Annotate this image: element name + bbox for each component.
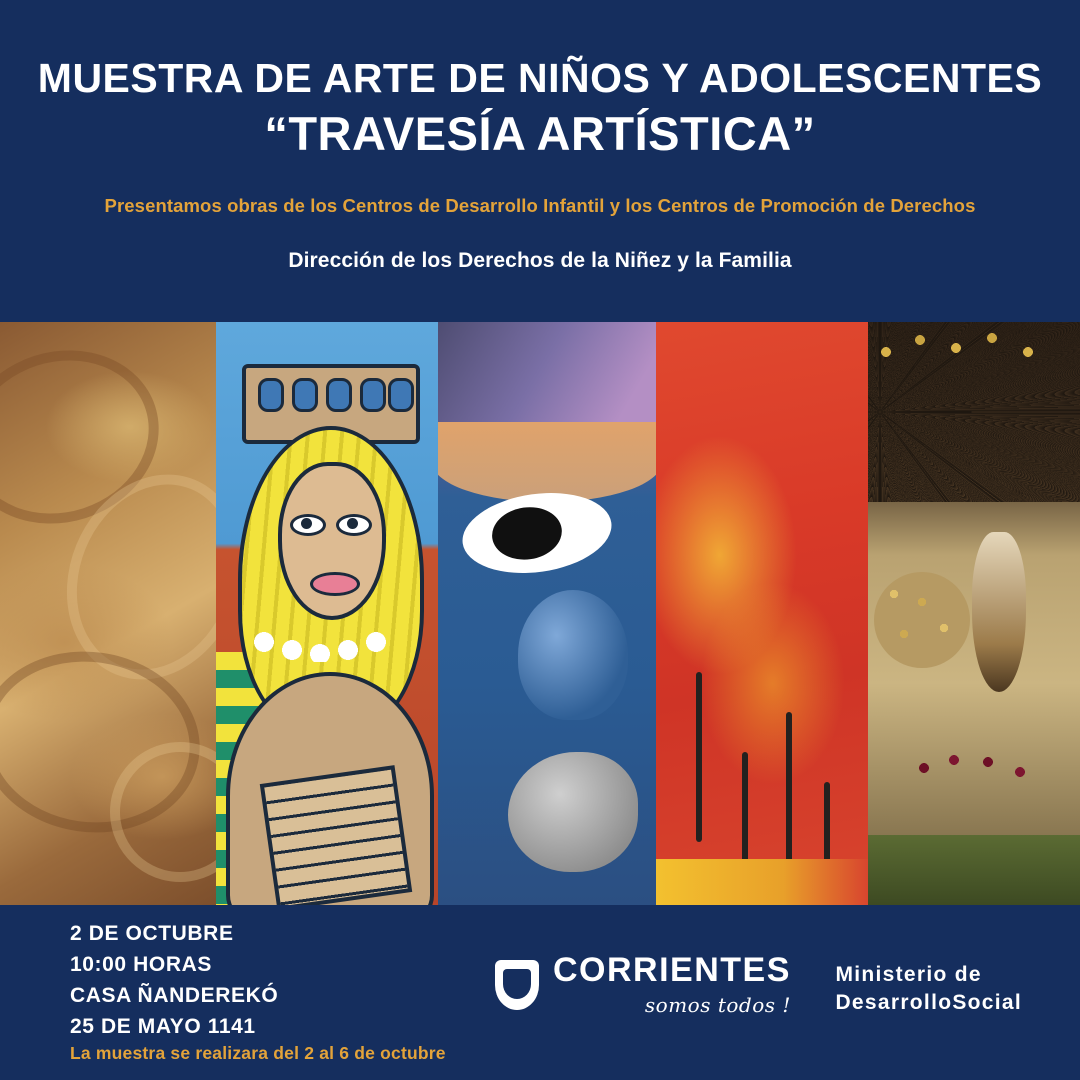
eye-icon (336, 514, 372, 536)
yellow-band (656, 859, 868, 905)
poster-footer (0, 905, 1080, 1080)
event-time: 10:00 HORAS (70, 952, 212, 976)
nose-shape (518, 590, 628, 720)
artwork-gallery-strip (0, 322, 1080, 905)
panel-reina-pintada (216, 322, 438, 905)
panel-semillas (868, 322, 1080, 905)
mouth-shape (508, 752, 638, 872)
book-shape (260, 765, 412, 905)
panel-mascara-azul (438, 322, 656, 905)
nose-shape (972, 532, 1026, 692)
mouth-shape (902, 742, 1052, 796)
brand-name: CORRIENTES (553, 951, 791, 989)
ministry-line2: DesarrolloSocial (835, 991, 1022, 1015)
eye-icon (290, 514, 326, 536)
ministry-line1: Ministerio de (835, 963, 982, 986)
subtitle-centers: Presentamos obras de los Centros de Desarrollo Infantil y los Centros de Promoción de Derechos (104, 194, 976, 216)
face-shape (278, 462, 386, 620)
cheek-shape (874, 572, 970, 668)
poster-header (0, 0, 1080, 322)
page-title-line1: MUESTRA DE ARTE DE NIÑOS Y ADOLESCENTES (37, 55, 1043, 101)
brow-shape (438, 422, 656, 502)
brand-slogan: somos todos ! (644, 993, 791, 1017)
leaf-band (868, 835, 1080, 905)
ministry-logo (835, 961, 1022, 1018)
paint-drip (742, 752, 748, 872)
panel-abstracto-rojo (656, 322, 868, 905)
event-venue: CASA ÑANDEREKÓ (70, 983, 279, 1007)
corrientes-logo (495, 953, 791, 1017)
page-title-line2: “TRAVESÍA ARTÍSTICA” (264, 106, 816, 160)
shield-crest-icon (495, 960, 539, 1010)
event-date: 2 DE OCTUBRE (70, 922, 234, 945)
paint-drip (786, 712, 792, 872)
lips-shape (310, 572, 360, 596)
necklace-shape (252, 622, 402, 662)
event-details (70, 919, 278, 1042)
event-note: La muestra se realizara del 2 al 6 de octubre (70, 1043, 446, 1063)
seed-hair-shape (868, 322, 1080, 502)
brand-text (553, 953, 791, 1017)
event-address: 25 DE MAYO 1141 (70, 1014, 256, 1038)
panel-relieve-arena (0, 322, 216, 905)
subtitle-organizer: Dirección de los Derechos de la Niñez y la Familia (288, 248, 792, 272)
paint-drip (696, 672, 702, 842)
